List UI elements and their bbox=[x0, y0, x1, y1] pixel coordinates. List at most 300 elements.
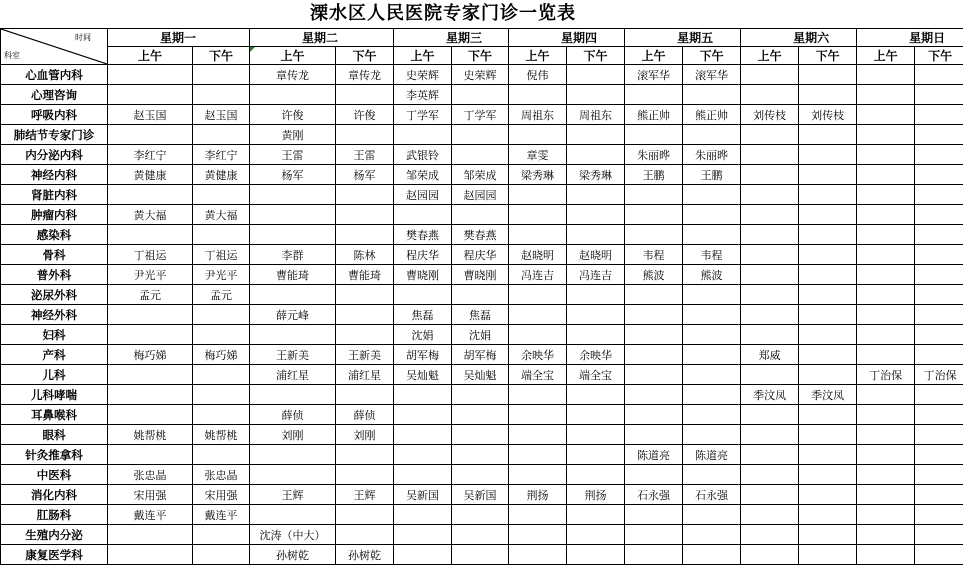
doctor-cell bbox=[625, 405, 683, 425]
doctor-cell: 王辉 bbox=[336, 485, 394, 505]
doctor-cell bbox=[741, 525, 799, 545]
doctor-cell bbox=[799, 505, 857, 525]
doctor-cell: 冯连吉 bbox=[567, 265, 625, 285]
doctor-cell: 周祖东 bbox=[509, 105, 567, 125]
doctor-cell: 周祖东 bbox=[567, 105, 625, 125]
doctor-cell: 许俊 bbox=[250, 105, 336, 125]
am-header: 上午 bbox=[509, 47, 567, 65]
doctor-cell bbox=[625, 125, 683, 145]
doctor-cell bbox=[108, 385, 193, 405]
doctor-cell: 熊波 bbox=[683, 265, 741, 285]
doctor-cell bbox=[509, 425, 567, 445]
department-cell: 妇科 bbox=[1, 325, 108, 345]
doctor-cell bbox=[915, 345, 963, 365]
pm-header: 下午 bbox=[915, 47, 963, 65]
doctor-cell: 樊春燕 bbox=[394, 225, 452, 245]
doctor-cell bbox=[509, 525, 567, 545]
doctor-cell: 黄刚 bbox=[250, 125, 336, 145]
doctor-cell: 赵园园 bbox=[452, 185, 509, 205]
doctor-cell: 孟元 bbox=[108, 285, 193, 305]
doctor-cell bbox=[193, 325, 250, 345]
table-row bbox=[1, 145, 963, 165]
doctor-cell bbox=[250, 85, 336, 105]
doctor-cell bbox=[915, 245, 963, 265]
doctor-cell bbox=[509, 385, 567, 405]
doctor-cell bbox=[857, 425, 915, 445]
doctor-cell bbox=[250, 325, 336, 345]
doctor-cell bbox=[741, 185, 799, 205]
doctor-cell bbox=[567, 125, 625, 145]
department-cell: 心理咨询 bbox=[1, 85, 108, 105]
doctor-cell: 尹光平 bbox=[108, 265, 193, 285]
doctor-cell: 黄健康 bbox=[108, 165, 193, 185]
doctor-cell: 史荣辉 bbox=[394, 65, 452, 85]
doctor-cell bbox=[625, 305, 683, 325]
doctor-cell bbox=[915, 285, 963, 305]
doctor-cell bbox=[394, 525, 452, 545]
doctor-cell bbox=[509, 465, 567, 485]
pm-header: 下午 bbox=[567, 47, 625, 65]
doctor-cell: 宋用强 bbox=[108, 485, 193, 505]
doctor-cell bbox=[857, 485, 915, 505]
doctor-cell bbox=[452, 385, 509, 405]
doctor-cell: 黄健康 bbox=[193, 165, 250, 185]
doctor-cell bbox=[452, 205, 509, 225]
doctor-cell bbox=[567, 405, 625, 425]
am-header: 上午 bbox=[108, 47, 193, 65]
doctor-cell bbox=[336, 205, 394, 225]
doctor-cell bbox=[336, 525, 394, 545]
doctor-cell bbox=[741, 425, 799, 445]
table-row bbox=[1, 245, 963, 265]
doctor-cell bbox=[625, 325, 683, 345]
doctor-cell bbox=[250, 205, 336, 225]
doctor-cell bbox=[857, 105, 915, 125]
doctor-cell bbox=[741, 225, 799, 245]
doctor-cell bbox=[683, 285, 741, 305]
doctor-cell bbox=[567, 65, 625, 85]
doctor-cell bbox=[108, 365, 193, 385]
doctor-cell: 倪伟 bbox=[509, 65, 567, 85]
doctor-cell bbox=[625, 465, 683, 485]
doctor-cell bbox=[625, 365, 683, 385]
doctor-cell bbox=[336, 465, 394, 485]
table-row bbox=[1, 425, 963, 445]
doctor-cell bbox=[452, 525, 509, 545]
doctor-cell bbox=[915, 485, 963, 505]
doctor-cell: 石永强 bbox=[683, 485, 741, 505]
table-row bbox=[1, 445, 963, 465]
doctor-cell bbox=[857, 385, 915, 405]
doctor-cell: 陈道亮 bbox=[625, 445, 683, 465]
doctor-cell bbox=[741, 485, 799, 505]
doctor-cell bbox=[857, 345, 915, 365]
doctor-cell bbox=[250, 185, 336, 205]
doctor-cell bbox=[193, 305, 250, 325]
doctor-cell: 曹晓刚 bbox=[452, 265, 509, 285]
doctor-cell bbox=[741, 265, 799, 285]
department-cell: 眼科 bbox=[1, 425, 108, 445]
doctor-cell bbox=[799, 345, 857, 365]
doctor-cell bbox=[567, 465, 625, 485]
department-cell: 康复医学科 bbox=[1, 545, 108, 565]
corner-header-cell bbox=[1, 29, 108, 65]
department-cell: 儿科哮喘 bbox=[1, 385, 108, 405]
doctor-cell bbox=[108, 445, 193, 465]
doctor-cell bbox=[394, 285, 452, 305]
doctor-cell bbox=[567, 525, 625, 545]
doctor-cell: 王辉 bbox=[250, 485, 336, 505]
doctor-cell bbox=[193, 385, 250, 405]
doctor-cell bbox=[336, 285, 394, 305]
day-header-tue: 星期二 bbox=[250, 29, 394, 47]
doctor-cell: 荆扬 bbox=[509, 485, 567, 505]
doctor-cell bbox=[799, 305, 857, 325]
doctor-cell: 程庆华 bbox=[452, 245, 509, 265]
doctor-cell: 焦磊 bbox=[452, 305, 509, 325]
department-cell: 感染科 bbox=[1, 225, 108, 245]
doctor-cell bbox=[741, 465, 799, 485]
doctor-cell: 胡军梅 bbox=[452, 345, 509, 365]
day-header-fri: 星期五 bbox=[625, 29, 741, 47]
doctor-cell bbox=[857, 85, 915, 105]
doctor-cell: 朱丽晔 bbox=[683, 145, 741, 165]
doctor-cell bbox=[683, 525, 741, 545]
table-row bbox=[1, 525, 963, 545]
doctor-cell: 赵晓明 bbox=[567, 245, 625, 265]
department-cell: 肛肠科 bbox=[1, 505, 108, 525]
doctor-cell bbox=[799, 125, 857, 145]
doctor-cell bbox=[193, 365, 250, 385]
doctor-cell: 赵晓明 bbox=[509, 245, 567, 265]
doctor-cell bbox=[509, 225, 567, 245]
doctor-cell bbox=[915, 385, 963, 405]
doctor-cell: 许俊 bbox=[336, 105, 394, 125]
doctor-cell bbox=[857, 205, 915, 225]
doctor-cell bbox=[567, 385, 625, 405]
doctor-cell: 丁祖运 bbox=[108, 245, 193, 265]
doctor-cell: 薛元峰 bbox=[250, 305, 336, 325]
doctor-cell bbox=[567, 425, 625, 445]
doctor-cell bbox=[857, 265, 915, 285]
doctor-cell bbox=[193, 85, 250, 105]
doctor-cell: 曹能琦 bbox=[336, 265, 394, 285]
day-header-sat: 星期六 bbox=[741, 29, 857, 47]
doctor-cell bbox=[741, 65, 799, 85]
page-title: 溧水区人民医院专家门诊一览表 bbox=[0, 0, 963, 28]
doctor-cell bbox=[915, 185, 963, 205]
doctor-cell bbox=[857, 285, 915, 305]
doctor-cell bbox=[509, 85, 567, 105]
doctor-cell bbox=[193, 445, 250, 465]
doctor-cell bbox=[683, 345, 741, 365]
doctor-cell: 杨军 bbox=[336, 165, 394, 185]
doctor-cell bbox=[336, 225, 394, 245]
doctor-cell: 韦程 bbox=[625, 245, 683, 265]
doctor-cell: 张忠晶 bbox=[108, 465, 193, 485]
doctor-cell: 杨军 bbox=[250, 165, 336, 185]
doctor-cell bbox=[567, 85, 625, 105]
department-cell: 中医科 bbox=[1, 465, 108, 485]
doctor-cell bbox=[857, 145, 915, 165]
doctor-cell bbox=[394, 125, 452, 145]
doctor-cell bbox=[336, 305, 394, 325]
dept-label: 科室 bbox=[4, 50, 20, 61]
doctor-cell: 余映华 bbox=[567, 345, 625, 365]
doctor-cell bbox=[915, 225, 963, 245]
doctor-cell bbox=[625, 185, 683, 205]
doctor-cell bbox=[741, 125, 799, 145]
doctor-cell bbox=[857, 305, 915, 325]
am-header: 上午 bbox=[857, 47, 915, 65]
doctor-cell bbox=[336, 125, 394, 145]
doctor-cell bbox=[915, 305, 963, 325]
doctor-cell: 朱丽晔 bbox=[625, 145, 683, 165]
doctor-cell bbox=[336, 445, 394, 465]
doctor-cell: 丁治保 bbox=[915, 365, 963, 385]
doctor-cell bbox=[741, 205, 799, 225]
doctor-cell bbox=[741, 85, 799, 105]
doctor-cell bbox=[857, 525, 915, 545]
table-row bbox=[1, 205, 963, 225]
doctor-cell bbox=[799, 425, 857, 445]
department-cell: 肿瘤内科 bbox=[1, 205, 108, 225]
doctor-cell bbox=[915, 425, 963, 445]
doctor-cell: 梁秀琳 bbox=[567, 165, 625, 185]
doctor-cell bbox=[509, 125, 567, 145]
doctor-cell: 章传龙 bbox=[250, 65, 336, 85]
doctor-cell bbox=[625, 85, 683, 105]
doctor-cell bbox=[250, 285, 336, 305]
doctor-cell bbox=[741, 365, 799, 385]
doctor-cell bbox=[741, 145, 799, 165]
doctor-cell bbox=[915, 525, 963, 545]
doctor-cell bbox=[915, 405, 963, 425]
doctor-cell bbox=[915, 145, 963, 165]
doctor-cell bbox=[567, 185, 625, 205]
doctor-cell bbox=[799, 365, 857, 385]
table-row bbox=[1, 105, 963, 125]
doctor-cell bbox=[336, 385, 394, 405]
pm-header: 下午 bbox=[336, 47, 394, 65]
table-row bbox=[1, 285, 963, 305]
pm-header: 下午 bbox=[683, 47, 741, 65]
doctor-cell bbox=[567, 285, 625, 305]
doctor-cell bbox=[683, 505, 741, 525]
doctor-cell bbox=[683, 385, 741, 405]
doctor-cell: 荆扬 bbox=[567, 485, 625, 505]
doctor-cell bbox=[336, 505, 394, 525]
doctor-cell bbox=[915, 165, 963, 185]
table-row bbox=[1, 165, 963, 185]
table-row bbox=[1, 485, 963, 505]
doctor-cell bbox=[193, 225, 250, 245]
doctor-cell: 王新美 bbox=[250, 345, 336, 365]
doctor-cell bbox=[509, 305, 567, 325]
doctor-cell bbox=[193, 525, 250, 545]
doctor-cell: 孙树乾 bbox=[336, 545, 394, 565]
doctor-cell bbox=[683, 365, 741, 385]
doctor-cell bbox=[108, 325, 193, 345]
doctor-cell: 熊正帅 bbox=[625, 105, 683, 125]
doctor-cell bbox=[394, 445, 452, 465]
doctor-cell: 吴新国 bbox=[394, 485, 452, 505]
doctor-cell bbox=[509, 505, 567, 525]
doctor-cell bbox=[394, 425, 452, 445]
doctor-cell bbox=[394, 385, 452, 405]
doctor-cell bbox=[250, 505, 336, 525]
am-header: 上午 bbox=[625, 47, 683, 65]
doctor-cell bbox=[799, 165, 857, 185]
table-row bbox=[1, 325, 963, 345]
department-cell: 消化内科 bbox=[1, 485, 108, 505]
doctor-cell bbox=[108, 225, 193, 245]
department-cell: 呼吸内科 bbox=[1, 105, 108, 125]
doctor-cell: 赵园园 bbox=[394, 185, 452, 205]
doctor-cell: 薛侦 bbox=[336, 405, 394, 425]
doctor-cell bbox=[741, 245, 799, 265]
doctor-cell bbox=[394, 205, 452, 225]
doctor-cell bbox=[857, 405, 915, 425]
doctor-cell bbox=[625, 525, 683, 545]
doctor-cell bbox=[741, 165, 799, 185]
doctor-cell: 韦程 bbox=[683, 245, 741, 265]
doctor-cell bbox=[683, 425, 741, 445]
doctor-cell bbox=[683, 325, 741, 345]
doctor-cell bbox=[799, 205, 857, 225]
doctor-cell: 吴新国 bbox=[452, 485, 509, 505]
doctor-cell: 丁学军 bbox=[452, 105, 509, 125]
doctor-cell bbox=[799, 85, 857, 105]
doctor-cell: 余映华 bbox=[509, 345, 567, 365]
doctor-cell: 丁治保 bbox=[857, 365, 915, 385]
doctor-cell bbox=[452, 145, 509, 165]
doctor-cell bbox=[915, 85, 963, 105]
doctor-cell: 孟元 bbox=[193, 285, 250, 305]
doctor-cell bbox=[108, 125, 193, 145]
doctor-cell bbox=[567, 225, 625, 245]
doctor-cell: 沈娟 bbox=[452, 325, 509, 345]
doctor-cell bbox=[452, 465, 509, 485]
table-row bbox=[1, 125, 963, 145]
pm-header: 下午 bbox=[799, 47, 857, 65]
doctor-cell bbox=[741, 285, 799, 305]
doctor-cell bbox=[193, 185, 250, 205]
doctor-cell: 丁祖运 bbox=[193, 245, 250, 265]
doctor-cell: 郑威 bbox=[741, 345, 799, 365]
doctor-cell: 刘传枝 bbox=[741, 105, 799, 125]
doctor-cell bbox=[683, 205, 741, 225]
doctor-cell: 李群 bbox=[250, 245, 336, 265]
doctor-cell bbox=[857, 325, 915, 345]
doctor-cell bbox=[452, 125, 509, 145]
doctor-cell bbox=[452, 285, 509, 305]
table-row bbox=[1, 185, 963, 205]
doctor-cell: 戴连平 bbox=[108, 505, 193, 525]
doctor-cell bbox=[336, 325, 394, 345]
doctor-cell bbox=[509, 205, 567, 225]
doctor-cell bbox=[915, 105, 963, 125]
doctor-cell: 王新美 bbox=[336, 345, 394, 365]
doctor-cell: 滚军华 bbox=[683, 65, 741, 85]
doctor-cell: 季汶凤 bbox=[799, 385, 857, 405]
header-ampm-row bbox=[1, 47, 963, 65]
doctor-cell: 章雯 bbox=[509, 145, 567, 165]
doctor-cell bbox=[683, 125, 741, 145]
doctor-cell bbox=[741, 305, 799, 325]
doctor-cell bbox=[857, 505, 915, 525]
am-header: 上午 bbox=[741, 47, 799, 65]
table-row bbox=[1, 405, 963, 425]
doctor-cell: 赵玉国 bbox=[108, 105, 193, 125]
doctor-cell bbox=[799, 145, 857, 165]
doctor-cell bbox=[799, 285, 857, 305]
doctor-cell bbox=[452, 85, 509, 105]
doctor-cell bbox=[857, 185, 915, 205]
doctor-cell: 胡军梅 bbox=[394, 345, 452, 365]
doctor-cell: 王鹏 bbox=[625, 165, 683, 185]
doctor-cell bbox=[452, 425, 509, 445]
doctor-cell bbox=[625, 425, 683, 445]
doctor-cell bbox=[915, 445, 963, 465]
table-row bbox=[1, 225, 963, 245]
department-cell: 儿科 bbox=[1, 365, 108, 385]
table-row bbox=[1, 85, 963, 105]
doctor-cell: 武银铃 bbox=[394, 145, 452, 165]
doctor-cell bbox=[915, 505, 963, 525]
doctor-cell bbox=[683, 305, 741, 325]
doctor-cell bbox=[857, 225, 915, 245]
day-header-mon: 星期一 bbox=[108, 29, 250, 47]
doctor-cell: 李红宁 bbox=[193, 145, 250, 165]
doctor-cell bbox=[509, 325, 567, 345]
doctor-cell bbox=[799, 265, 857, 285]
department-cell: 骨科 bbox=[1, 245, 108, 265]
doctor-cell: 刘刚 bbox=[336, 425, 394, 445]
doctor-cell bbox=[741, 325, 799, 345]
doctor-cell bbox=[857, 65, 915, 85]
doctor-cell: 薛侦 bbox=[250, 405, 336, 425]
doctor-cell bbox=[799, 525, 857, 545]
doctor-cell: 沈娟 bbox=[394, 325, 452, 345]
doctor-cell: 宋用强 bbox=[193, 485, 250, 505]
doctor-cell bbox=[250, 465, 336, 485]
doctor-cell bbox=[452, 405, 509, 425]
doctor-cell bbox=[567, 325, 625, 345]
doctor-cell bbox=[799, 245, 857, 265]
doctor-cell: 李红宁 bbox=[108, 145, 193, 165]
doctor-cell: 吴灿魁 bbox=[452, 365, 509, 385]
doctor-cell: 邹荣成 bbox=[394, 165, 452, 185]
department-cell: 神经内科 bbox=[1, 165, 108, 185]
doctor-cell bbox=[336, 185, 394, 205]
table-row bbox=[1, 365, 963, 385]
am-header: 上午 bbox=[250, 47, 336, 65]
department-cell: 内分泌内科 bbox=[1, 145, 108, 165]
table-row bbox=[1, 385, 963, 405]
doctor-cell bbox=[108, 85, 193, 105]
doctor-cell bbox=[108, 405, 193, 425]
doctor-cell bbox=[452, 445, 509, 465]
doctor-cell bbox=[799, 485, 857, 505]
table-row bbox=[1, 505, 963, 525]
doctor-cell: 孙树乾 bbox=[250, 545, 336, 565]
doctor-cell bbox=[625, 505, 683, 525]
doctor-cell bbox=[799, 325, 857, 345]
doctor-cell bbox=[193, 125, 250, 145]
doctor-cell: 端全宝 bbox=[567, 365, 625, 385]
doctor-cell: 梁秀琳 bbox=[509, 165, 567, 185]
